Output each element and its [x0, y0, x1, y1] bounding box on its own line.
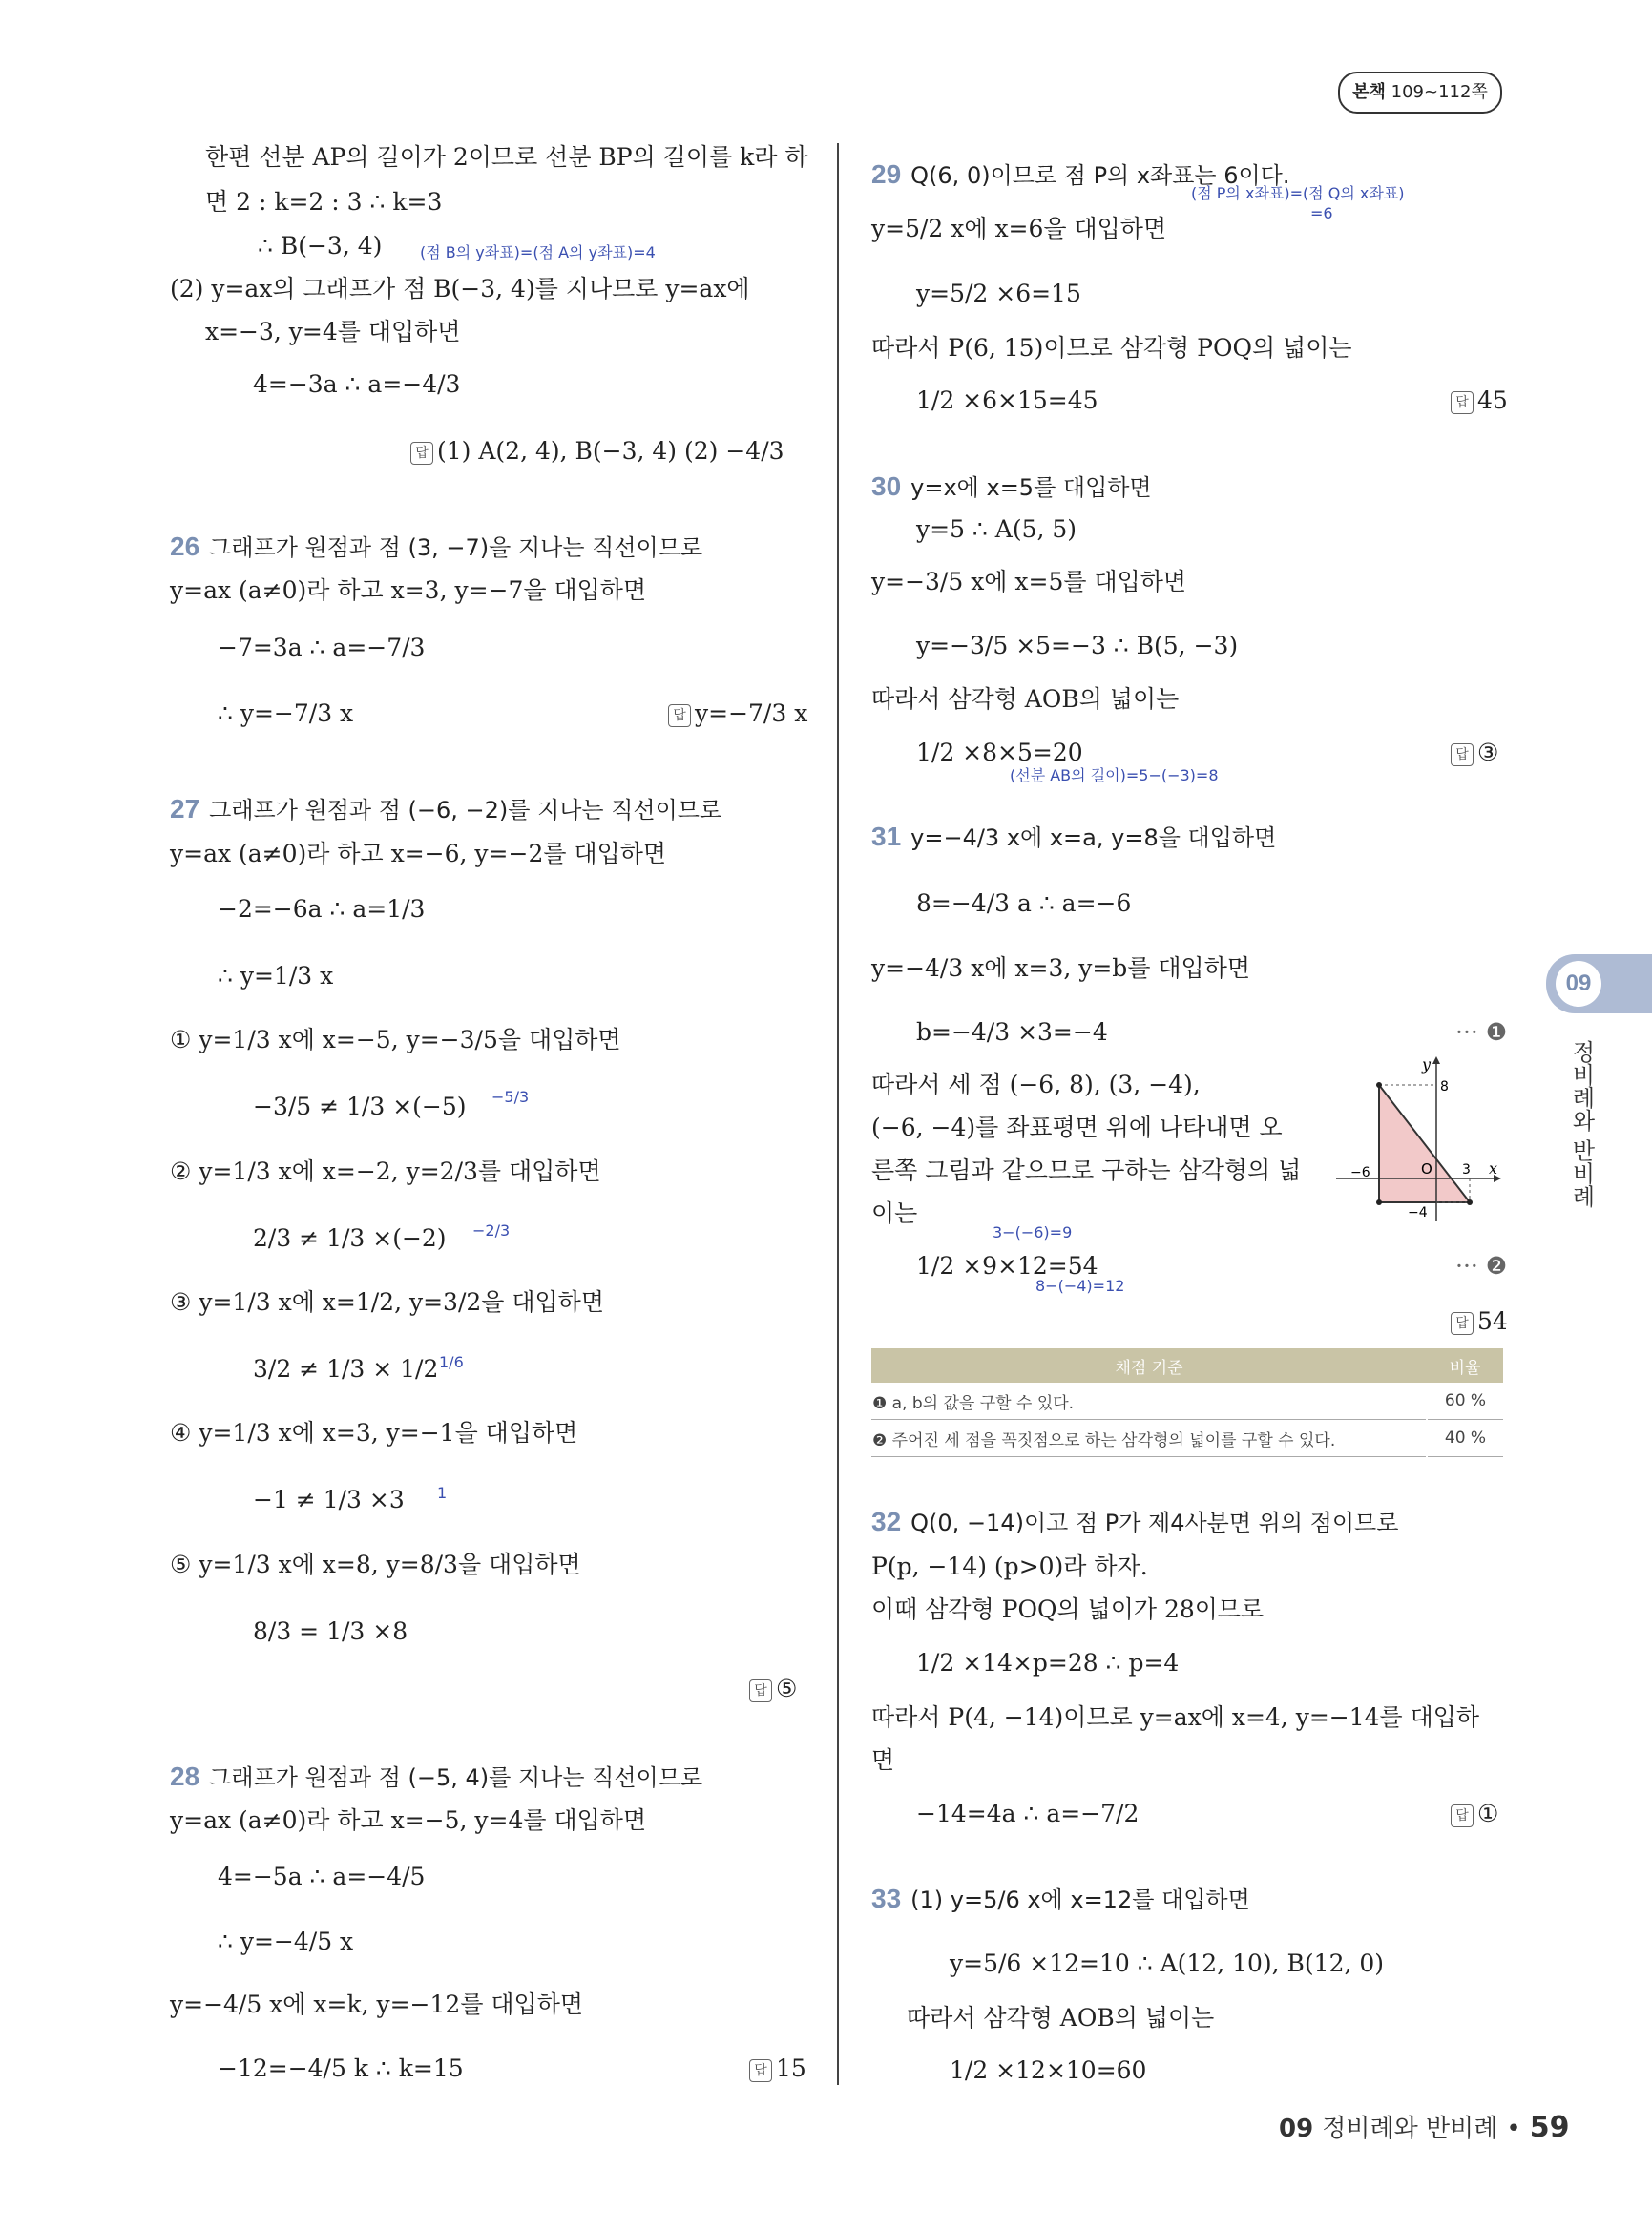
answer-icon: 답	[1451, 1804, 1474, 1827]
solution-line: ∴ B(−3, 4)	[258, 232, 383, 260]
solution-line: 1/2 ×8×5=20	[916, 739, 1083, 766]
solution-line: 1/2 ×12×10=60	[950, 2056, 1147, 2084]
answer-icon: 답	[749, 1679, 772, 1702]
solution-line: ∴ y=1/3 x	[218, 962, 334, 990]
problem-number: 26	[170, 532, 200, 561]
y-axis-arrow	[1432, 1056, 1440, 1064]
solution-line: −1 ≠ 1/3 ×3	[253, 1486, 405, 1513]
solution-line: ④ y=1/3 x에 x=3, y=−1을 대입하면	[170, 1419, 578, 1447]
answer-icon: 답	[410, 442, 433, 465]
problem-number: 32	[871, 1507, 902, 1536]
answer-text: 45	[1477, 386, 1508, 414]
answer-text: (1) A(2, 4), B(−3, 4) (2) −4/3	[437, 437, 784, 465]
solution-line: 따라서 삼각형 AOB의 넓이는	[907, 2004, 1215, 2032]
problem-text: 그래프가 원점과 점 (−6, −2)를 지나는 직선이므로	[209, 797, 722, 824]
solution-line: −12=−4/5 k ∴ k=15	[218, 2054, 464, 2082]
ratio-value: 60 %	[1427, 1383, 1503, 1420]
page-footer: 09 정비례와 반비례 • 59	[1279, 2111, 1570, 2144]
solution-line: (2) y=ax의 그래프가 점 B(−3, 4)를 지나므로 y=ax에	[170, 275, 750, 302]
problem-number: 28	[170, 1762, 200, 1791]
problem-heading	[871, 823, 1276, 852]
solution-line: 8=−4/3 a ∴ a=−6	[916, 889, 1132, 917]
solution-line: y=−3/5 ×5=−3 ∴ B(5, −3)	[916, 632, 1239, 659]
book-label: 본책	[1352, 82, 1386, 102]
page-number: 59	[1529, 2111, 1570, 2144]
solution-line: −14=4a ∴ a=−7/2	[916, 1800, 1140, 1827]
step-marker: ··· ❶	[1455, 1018, 1508, 1046]
solution-line: 면	[871, 1746, 895, 1774]
solution-line: ∴ y=−7/3 x	[218, 699, 354, 727]
annotation-note: (점 P의 x좌표)=(점 Q의 x좌표)	[1191, 184, 1405, 202]
triangle-fill	[1379, 1085, 1470, 1202]
answer	[1451, 1800, 1498, 1828]
graph-x-tick-neg6: −6	[1350, 1165, 1370, 1180]
footer-title: 정비례와 반비례	[1322, 2115, 1498, 2143]
answer-icon: 답	[749, 2059, 772, 2082]
footer-chapter: 09	[1279, 2115, 1314, 2143]
solution-line: y=ax (a≠0)라 하고 x=3, y=−7을 대입하면	[170, 576, 647, 604]
problem-text: Q(0, −14)이고 점 P가 제4사분면 위의 점이므로	[910, 1510, 1399, 1536]
solution-line: (−6, −4)를 좌표평면 위에 나타내면 오	[871, 1114, 1283, 1141]
solution-line: 따라서 삼각형 AOB의 넓이는	[871, 685, 1180, 713]
page-range: 109~112쪽	[1391, 82, 1488, 102]
triangle-graph	[1331, 1054, 1503, 1231]
problem-text: 그래프가 원점과 점 (−5, 4)를 지나는 직선이므로	[209, 1764, 703, 1791]
solution-line: 1/2 ×9×12=54	[916, 1252, 1098, 1280]
solution-line: 8/3 = 1/3 ×8	[253, 1617, 408, 1645]
problem-text: Q(6, 0)이므로 점 P의 x좌표는 6이다.	[910, 162, 1290, 189]
problem-heading	[170, 1762, 702, 1792]
solution-line: y=−3/5 x에 x=5를 대입하면	[871, 568, 1187, 595]
column-divider	[837, 143, 839, 2085]
step-marker: ❷	[872, 1430, 888, 1450]
solution-line: 따라서 P(4, −14)이므로 y=ax에 x=4, y=−14를 대입하	[871, 1703, 1480, 1731]
problem-heading	[871, 1508, 1398, 1537]
annotation-note: 1/6	[439, 1353, 464, 1371]
graph-y-tick-8: 8	[1440, 1079, 1449, 1095]
solution-line: 4=−5a ∴ a=−4/5	[218, 1863, 426, 1890]
solution-line: 면 2 : k=2 : 3 ∴ k=3	[205, 188, 443, 216]
table-row	[871, 1420, 1503, 1457]
chapter-tab-number: 09	[1556, 961, 1601, 1007]
solution-line: 2/3 ≠ 1/3 ×(−2)	[253, 1224, 447, 1252]
answer	[749, 1675, 797, 1703]
solution-line: 이는	[871, 1199, 918, 1227]
answer-icon: 답	[1451, 1312, 1474, 1335]
solution-line: 따라서 P(6, 15)이므로 삼각형 POQ의 넓이는	[871, 334, 1352, 362]
problem-number: 30	[871, 471, 902, 501]
step-marker: ··· ❷	[1455, 1252, 1508, 1280]
solution-line: P(p, −14) (p>0)라 하자.	[871, 1553, 1148, 1580]
annotation-note: −5/3	[491, 1088, 530, 1106]
answer-text: ③	[1477, 739, 1499, 766]
answer	[1451, 386, 1508, 415]
solution-line: x=−3, y=4를 대입하면	[205, 318, 461, 345]
chapter-tab-label: 정비례와 반비례	[1568, 1040, 1595, 1208]
annotation-note: 1	[437, 1484, 448, 1502]
answer-text: 15	[776, 2054, 806, 2082]
annotation-note: −2/3	[472, 1221, 511, 1240]
solution-line: 4=−3a ∴ a=−4/3	[253, 370, 461, 398]
answer-icon: 답	[668, 704, 691, 727]
problem-number: 29	[871, 159, 902, 189]
ratio-value: 40 %	[1427, 1420, 1503, 1457]
solution-line: y=−4/3 x에 x=3, y=b를 대입하면	[871, 954, 1251, 982]
solution-line: ⑤ y=1/3 x에 x=8, y=8/3을 대입하면	[170, 1551, 581, 1578]
answer-icon: 답	[1451, 743, 1474, 766]
solution-line: y=−4/5 x에 x=k, y=−12를 대입하면	[170, 1991, 584, 2018]
solution-line: ① y=1/3 x에 x=−5, y=−3/5을 대입하면	[170, 1026, 621, 1053]
problem-text: 그래프가 원점과 점 (3, −7)을 지나는 직선이므로	[209, 534, 703, 561]
annotation-note: =6	[1310, 204, 1333, 222]
solution-line: −3/5 ≠ 1/3 ×(−5)	[253, 1093, 467, 1120]
solution-line: 3/2 ≠ 1/3 × 1/2	[253, 1355, 439, 1383]
solution-line: 한편 선분 AP의 길이가 2이므로 선분 BP의 길이를 k라 하	[205, 143, 808, 171]
solution-line: y=5 ∴ A(5, 5)	[916, 515, 1077, 543]
problem-heading	[871, 472, 1152, 502]
step-marker: ❶	[872, 1393, 888, 1413]
table-row	[871, 1383, 1503, 1420]
solution-line: y=ax (a≠0)라 하고 x=−6, y=−2를 대입하면	[170, 840, 667, 867]
solution-line: −7=3a ∴ a=−7/3	[218, 634, 426, 661]
annotation-note: 3−(−6)=9	[993, 1223, 1073, 1241]
solution-line: b=−4/3 ×3=−4	[916, 1018, 1108, 1046]
graph-origin: O	[1421, 1160, 1432, 1178]
grading-header-ratio: 비율	[1427, 1348, 1503, 1383]
answer	[1451, 739, 1498, 767]
problem-text: y=x에 x=5를 대입하면	[910, 474, 1152, 501]
graph-x-tick-3: 3	[1462, 1162, 1471, 1178]
solution-line: 1/2 ×14×p=28 ∴ p=4	[916, 1649, 1180, 1677]
solution-line: 이때 삼각형 POQ의 넓이가 28이므로	[871, 1595, 1265, 1623]
problem-number: 27	[170, 794, 200, 824]
annotation-note: (점 B의 y좌표)=(점 A의 y좌표)=4	[420, 243, 656, 261]
answer	[749, 2054, 806, 2083]
problem-text: y=−4/3 x에 x=a, y=8을 대입하면	[910, 824, 1277, 851]
problem-text: (1) y=5/6 x에 x=12를 대입하면	[910, 1887, 1250, 1913]
answer-text: ⑤	[776, 1675, 798, 1702]
annotation-note: (선분 AB의 길이)=5−(−3)=8	[1010, 766, 1219, 784]
solution-line: y=5/6 ×12=10 ∴ A(12, 10), B(12, 0)	[950, 1950, 1385, 1977]
grading-table	[871, 1348, 1503, 1457]
answer	[1451, 1307, 1508, 1336]
page-range-badge	[1338, 72, 1502, 114]
solution-line: 1/2 ×6×15=45	[916, 386, 1098, 414]
solution-line: 따라서 세 점 (−6, 8), (3, −4),	[871, 1071, 1201, 1098]
solution-line: y=ax (a≠0)라 하고 x=−5, y=4를 대입하면	[170, 1806, 647, 1834]
solution-line: ③ y=1/3 x에 x=1/2, y=3/2을 대입하면	[170, 1288, 604, 1316]
answer-text: ①	[1477, 1800, 1499, 1827]
problem-heading	[871, 1885, 1250, 1914]
solution-line: y=5/2 ×6=15	[916, 280, 1081, 307]
problem-number: 31	[871, 822, 902, 851]
problem-heading	[170, 795, 721, 824]
answer-text: y=−7/3 x	[695, 699, 808, 727]
graph-y-label: y	[1422, 1055, 1432, 1074]
solution-line: 른쪽 그림과 같으므로 구하는 삼각형의 넓	[871, 1157, 1302, 1184]
criteria-text: 주어진 세 점을 꼭짓점으로 하는 삼각형의 넓이를 구할 수 있다.	[891, 1430, 1336, 1450]
answer-icon: 답	[1451, 391, 1474, 414]
grading-header-criteria: 채점 기준	[871, 1348, 1427, 1383]
answer	[410, 437, 784, 466]
graph-y-tick-neg4: −4	[1408, 1205, 1428, 1220]
solution-line: y=5/2 x에 x=6을 대입하면	[871, 215, 1167, 242]
criteria-text: a, b의 값을 구할 수 있다.	[891, 1393, 1075, 1413]
solution-line: ∴ y=−4/5 x	[218, 1928, 354, 1955]
solution-line: −2=−6a ∴ a=1/3	[218, 895, 426, 923]
problem-number: 33	[871, 1884, 902, 1913]
annotation-note: 8−(−4)=12	[1035, 1277, 1125, 1295]
answer	[668, 699, 807, 728]
problem-heading	[170, 532, 702, 562]
answer-text: 54	[1477, 1307, 1508, 1335]
solution-line: ② y=1/3 x에 x=−2, y=2/3를 대입하면	[170, 1157, 601, 1185]
graph-x-label: x	[1489, 1159, 1498, 1178]
